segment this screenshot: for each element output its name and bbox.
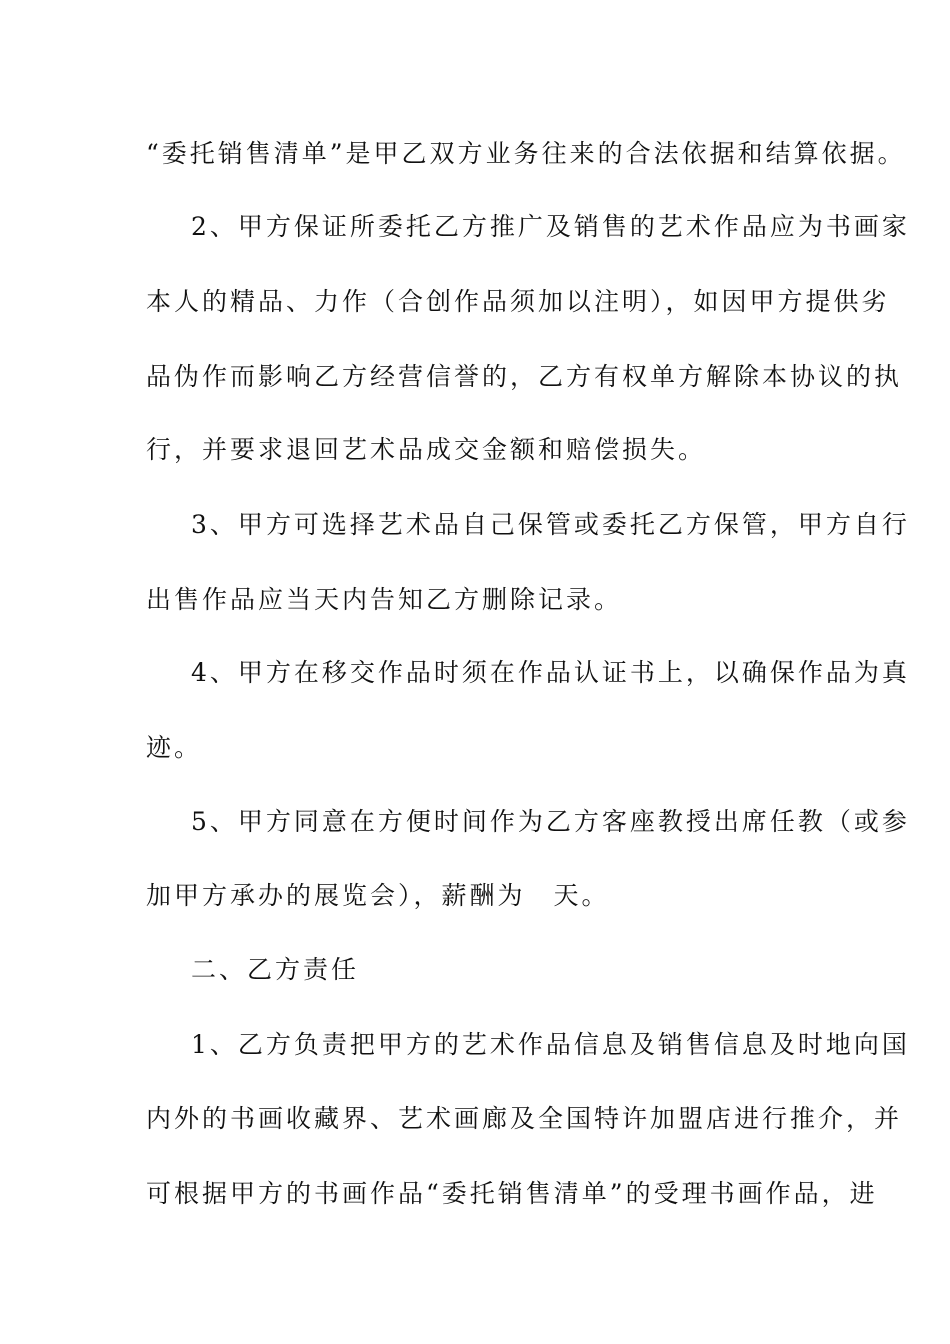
section-heading: 二、乙方责任 — [191, 955, 360, 984]
text-line: 行，并要求退回艺术品成交金额和赔偿损失。 — [146, 435, 707, 464]
text-line: 可根据甲方的书画作品“委托销售清单”的受理书画作品，进 — [146, 1179, 878, 1208]
paragraph-3-line-1: 3、甲方可选择艺术品自己保管或委托乙方保管，甲方自行 — [191, 510, 910, 539]
section-2-paragraph-1-line-1: 1、乙方负责把甲方的艺术作品信息及销售信息及时地向国 — [191, 1030, 910, 1059]
text-line: 本人的精品、力作（合创作品须加以注明），如因甲方提供劣 — [146, 287, 890, 316]
text-line: 内外的书画收藏界、艺术画廊及全国特许加盟店进行推介，并 — [146, 1104, 903, 1133]
text-line: 品伪作而影响乙方经营信誉的，乙方有权单方解除本协议的执 — [146, 362, 903, 391]
paragraph-5-line-1: 5、甲方同意在方便时间作为乙方客座教授出席任教（或参 — [191, 807, 910, 836]
paragraph-4-line-1: 4、甲方在移交作品时须在作品认证书上，以确保作品为真 — [191, 658, 910, 687]
text-line: 出售作品应当天内告知乙方删除记录。 — [146, 585, 623, 614]
text-line: 加甲方承办的展览会），薪酬为 天。 — [146, 881, 610, 910]
text-line: 迹。 — [146, 733, 203, 762]
paragraph-2-line-1: 2、甲方保证所委托乙方推广及销售的艺术作品应为书画家 — [191, 212, 910, 241]
text-line: “委托销售清单”是甲乙双方业务往来的合法依据和结算依据。 — [146, 139, 906, 168]
